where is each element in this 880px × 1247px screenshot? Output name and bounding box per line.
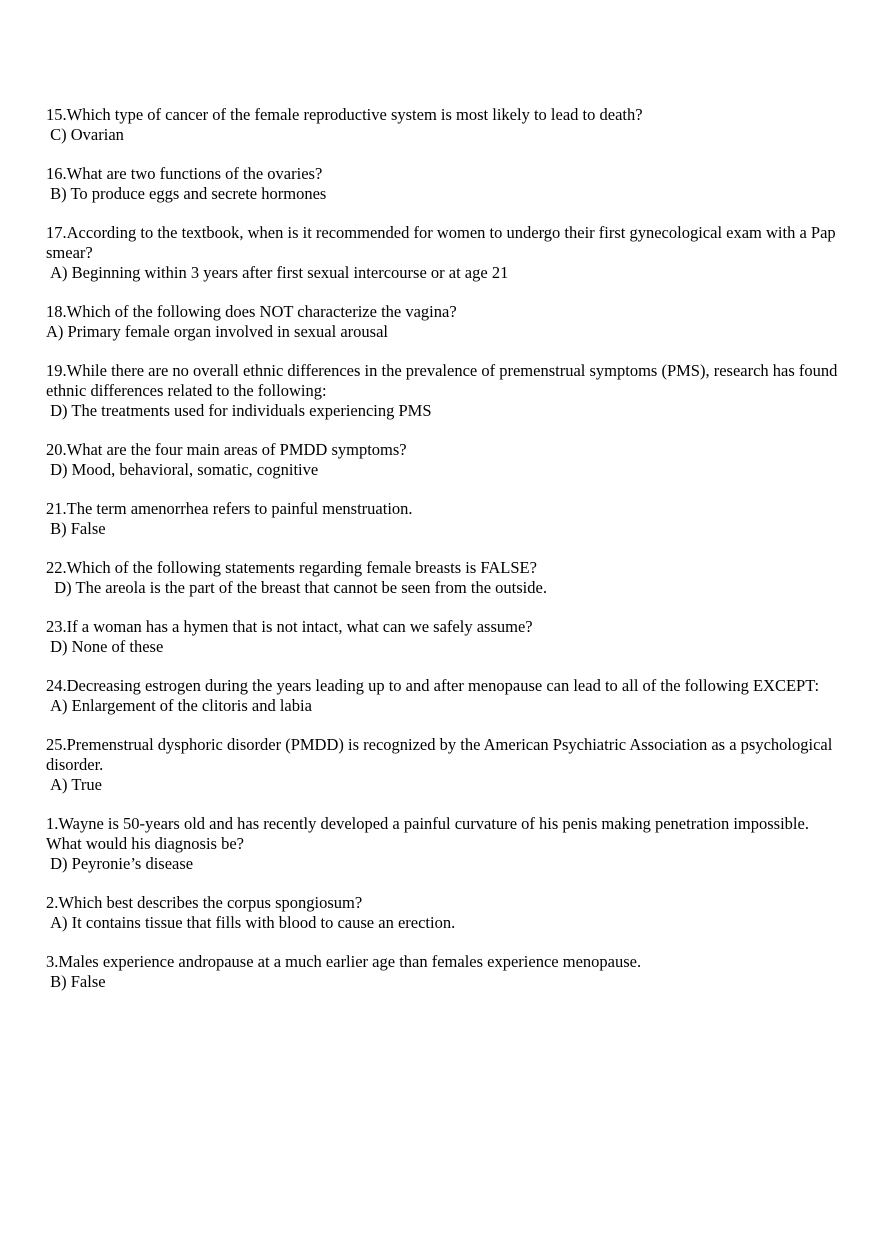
question-text: 16.What are two functions of the ovaries?	[46, 164, 323, 183]
answer-text: C) Ovarian	[46, 125, 124, 144]
question-text: 20.What are the four main areas of PMDD symptoms?	[46, 440, 407, 459]
question-block	[46, 302, 846, 342]
question-text: 19.While there are no overall ethnic differences in the prevalence of premenstrual symptoms (PMS), research has found ethnic differences related to the following:	[46, 361, 842, 400]
question-text: 18.Which of the following does NOT characterize the vagina?	[46, 302, 457, 321]
question-text: 2.Which best describes the corpus spongiosum?	[46, 893, 363, 912]
question-block	[46, 558, 846, 598]
answer-text: D) The areola is the part of the breast that cannot be seen from the outside.	[46, 578, 547, 597]
answer-text: D) Mood, behavioral, somatic, cognitive	[46, 460, 319, 479]
question-text: 15.Which type of cancer of the female reproductive system is most likely to lead to death?	[46, 105, 643, 124]
question-text: 3.Males experience andropause at a much earlier age than females experience menopause.	[46, 952, 642, 971]
question-text: 25.Premenstrual dysphoric disorder (PMDD) is recognized by the American Psychiatric Association as a psychological disorder.	[46, 735, 837, 774]
question-block	[46, 735, 846, 795]
question-answer-list	[46, 105, 846, 1011]
answer-text: A) Beginning within 3 years after first sexual intercourse or at age 21	[46, 263, 509, 282]
question-block	[46, 223, 846, 283]
question-block	[46, 617, 846, 657]
question-block	[46, 952, 846, 992]
question-block	[46, 676, 846, 716]
question-text: 23.If a woman has a hymen that is not intact, what can we safely assume?	[46, 617, 533, 636]
answer-text: B) False	[46, 972, 106, 991]
question-block	[46, 105, 846, 145]
answer-text: D) Peyronie’s disease	[46, 854, 194, 873]
answer-text: B) To produce eggs and secrete hormones	[46, 184, 327, 203]
question-block	[46, 893, 846, 933]
question-block	[46, 164, 846, 204]
question-block	[46, 440, 846, 480]
question-text: 1.Wayne is 50-years old and has recently developed a painful curvature of his penis making penetration impossible. What would his diagnosis be?	[46, 814, 813, 853]
question-block	[46, 814, 846, 874]
answer-text: A) Primary female organ involved in sexual arousal	[46, 322, 388, 341]
answer-text: D) None of these	[46, 637, 164, 656]
question-text: 17.According to the textbook, when is it recommended for women to undergo their first gynecological exam with a Pap smear?	[46, 223, 840, 262]
question-block	[46, 499, 846, 539]
answer-text: D) The treatments used for individuals experiencing PMS	[46, 401, 432, 420]
question-text: 24.Decreasing estrogen during the years leading up to and after menopause can lead to all of the following EXCEPT:	[46, 676, 820, 695]
answer-text: A) Enlargement of the clitoris and labia	[46, 696, 312, 715]
answer-text: A) It contains tissue that fills with blood to cause an erection.	[46, 913, 456, 932]
answer-text: A) True	[46, 775, 102, 794]
question-text: 21.The term amenorrhea refers to painful menstruation.	[46, 499, 413, 518]
question-block	[46, 361, 846, 421]
question-text: 22.Which of the following statements regarding female breasts is FALSE?	[46, 558, 537, 577]
answer-text: B) False	[46, 519, 106, 538]
